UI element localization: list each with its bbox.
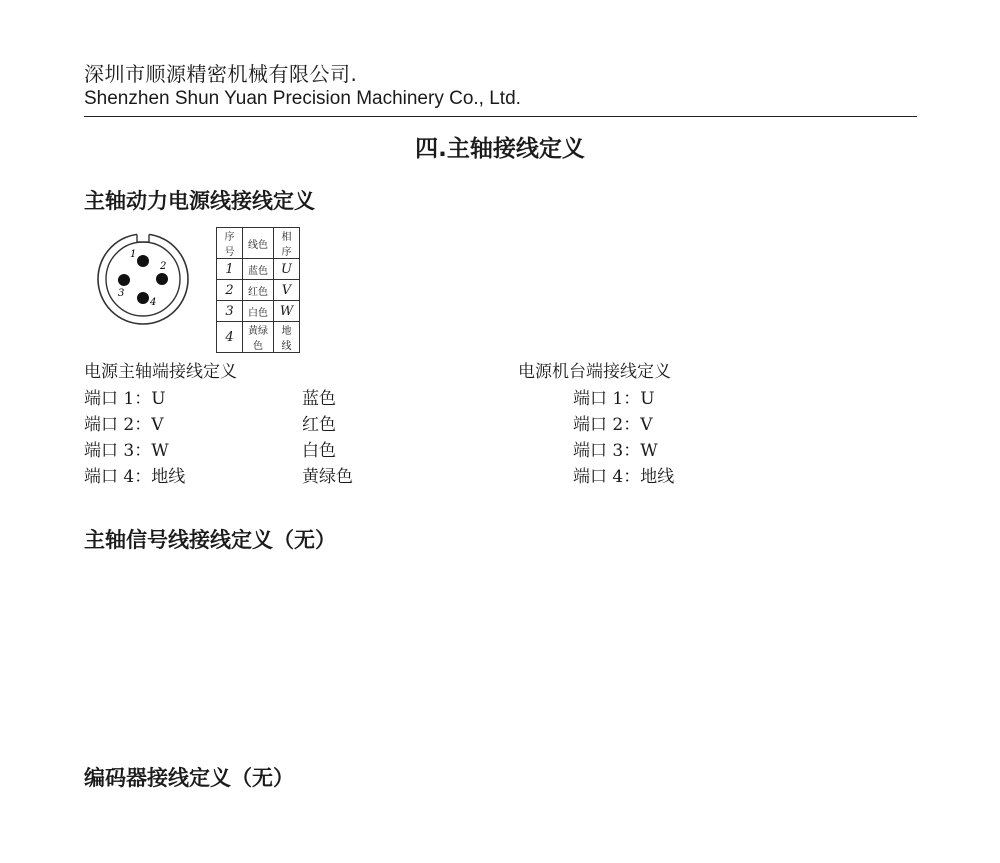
table-cell: 黄绿色 [243,322,274,353]
signal-cable-heading: 主轴信号线接线定义（无） [84,528,336,552]
pin-label-3: 3 [118,288,125,299]
spindle-port-1: 端口 1：U [84,389,166,409]
machine-port-4: 端口 4：地线 [573,467,675,487]
table-row [217,301,300,322]
table-cell: 红色 [243,280,274,301]
table-cell: V [274,280,300,301]
connector-diagram [90,225,200,335]
table-header-cell: 相序 [274,228,300,259]
spindle-color-4: 黄绿色 [302,467,353,487]
company-name-cn: 深圳市顺源精密机械有限公司. [84,62,358,86]
company-name-en: Shenzhen Shun Yuan Precision Machinery Co., Ltd. [84,88,521,109]
spindle-port-2: 端口 2：V [84,415,164,435]
table-row [217,322,300,353]
spindle-port-3: 端口 3：W [84,441,169,461]
pin-label-1: 1 [130,249,137,260]
table-cell: W [274,301,300,322]
spindle-color-2: 红色 [302,415,336,435]
wiring-table [216,227,300,353]
section-title: 四.主轴接线定义 [415,136,585,162]
header-rule [84,116,917,117]
table-cell: 白色 [243,301,274,322]
table-header-cell: 序号 [217,228,243,259]
table-header-cell: 线色 [243,228,274,259]
table-cell: 1 [217,259,243,280]
pin-2 [156,273,168,285]
encoder-heading: 编码器接线定义（无） [84,766,294,790]
table-cell: 蓝色 [243,259,274,280]
machine-port-1: 端口 1：U [573,389,655,409]
pin-label-2: 2 [160,261,167,272]
pin-3 [118,274,130,286]
table-row [217,280,300,301]
table-cell: U [274,259,300,280]
spindle-color-1: 蓝色 [302,389,336,409]
spindle-end-title: 电源主轴端接线定义 [84,362,237,382]
pin-1 [137,255,149,267]
table-cell: 3 [217,301,243,322]
machine-end-title: 电源机台端接线定义 [518,362,671,382]
machine-port-2: 端口 2：V [573,415,653,435]
spindle-color-3: 白色 [302,441,336,461]
power-cable-heading: 主轴动力电源线接线定义 [84,189,315,213]
spindle-port-4: 端口 4：地线 [84,467,186,487]
table-header-row [217,228,300,259]
table-cell: 2 [217,280,243,301]
pin-4 [137,292,149,304]
table-cell: 4 [217,322,243,353]
machine-port-3: 端口 3：W [573,441,658,461]
pin-label-4: 4 [150,297,157,308]
table-row [217,259,300,280]
table-cell: 地线 [274,322,300,353]
